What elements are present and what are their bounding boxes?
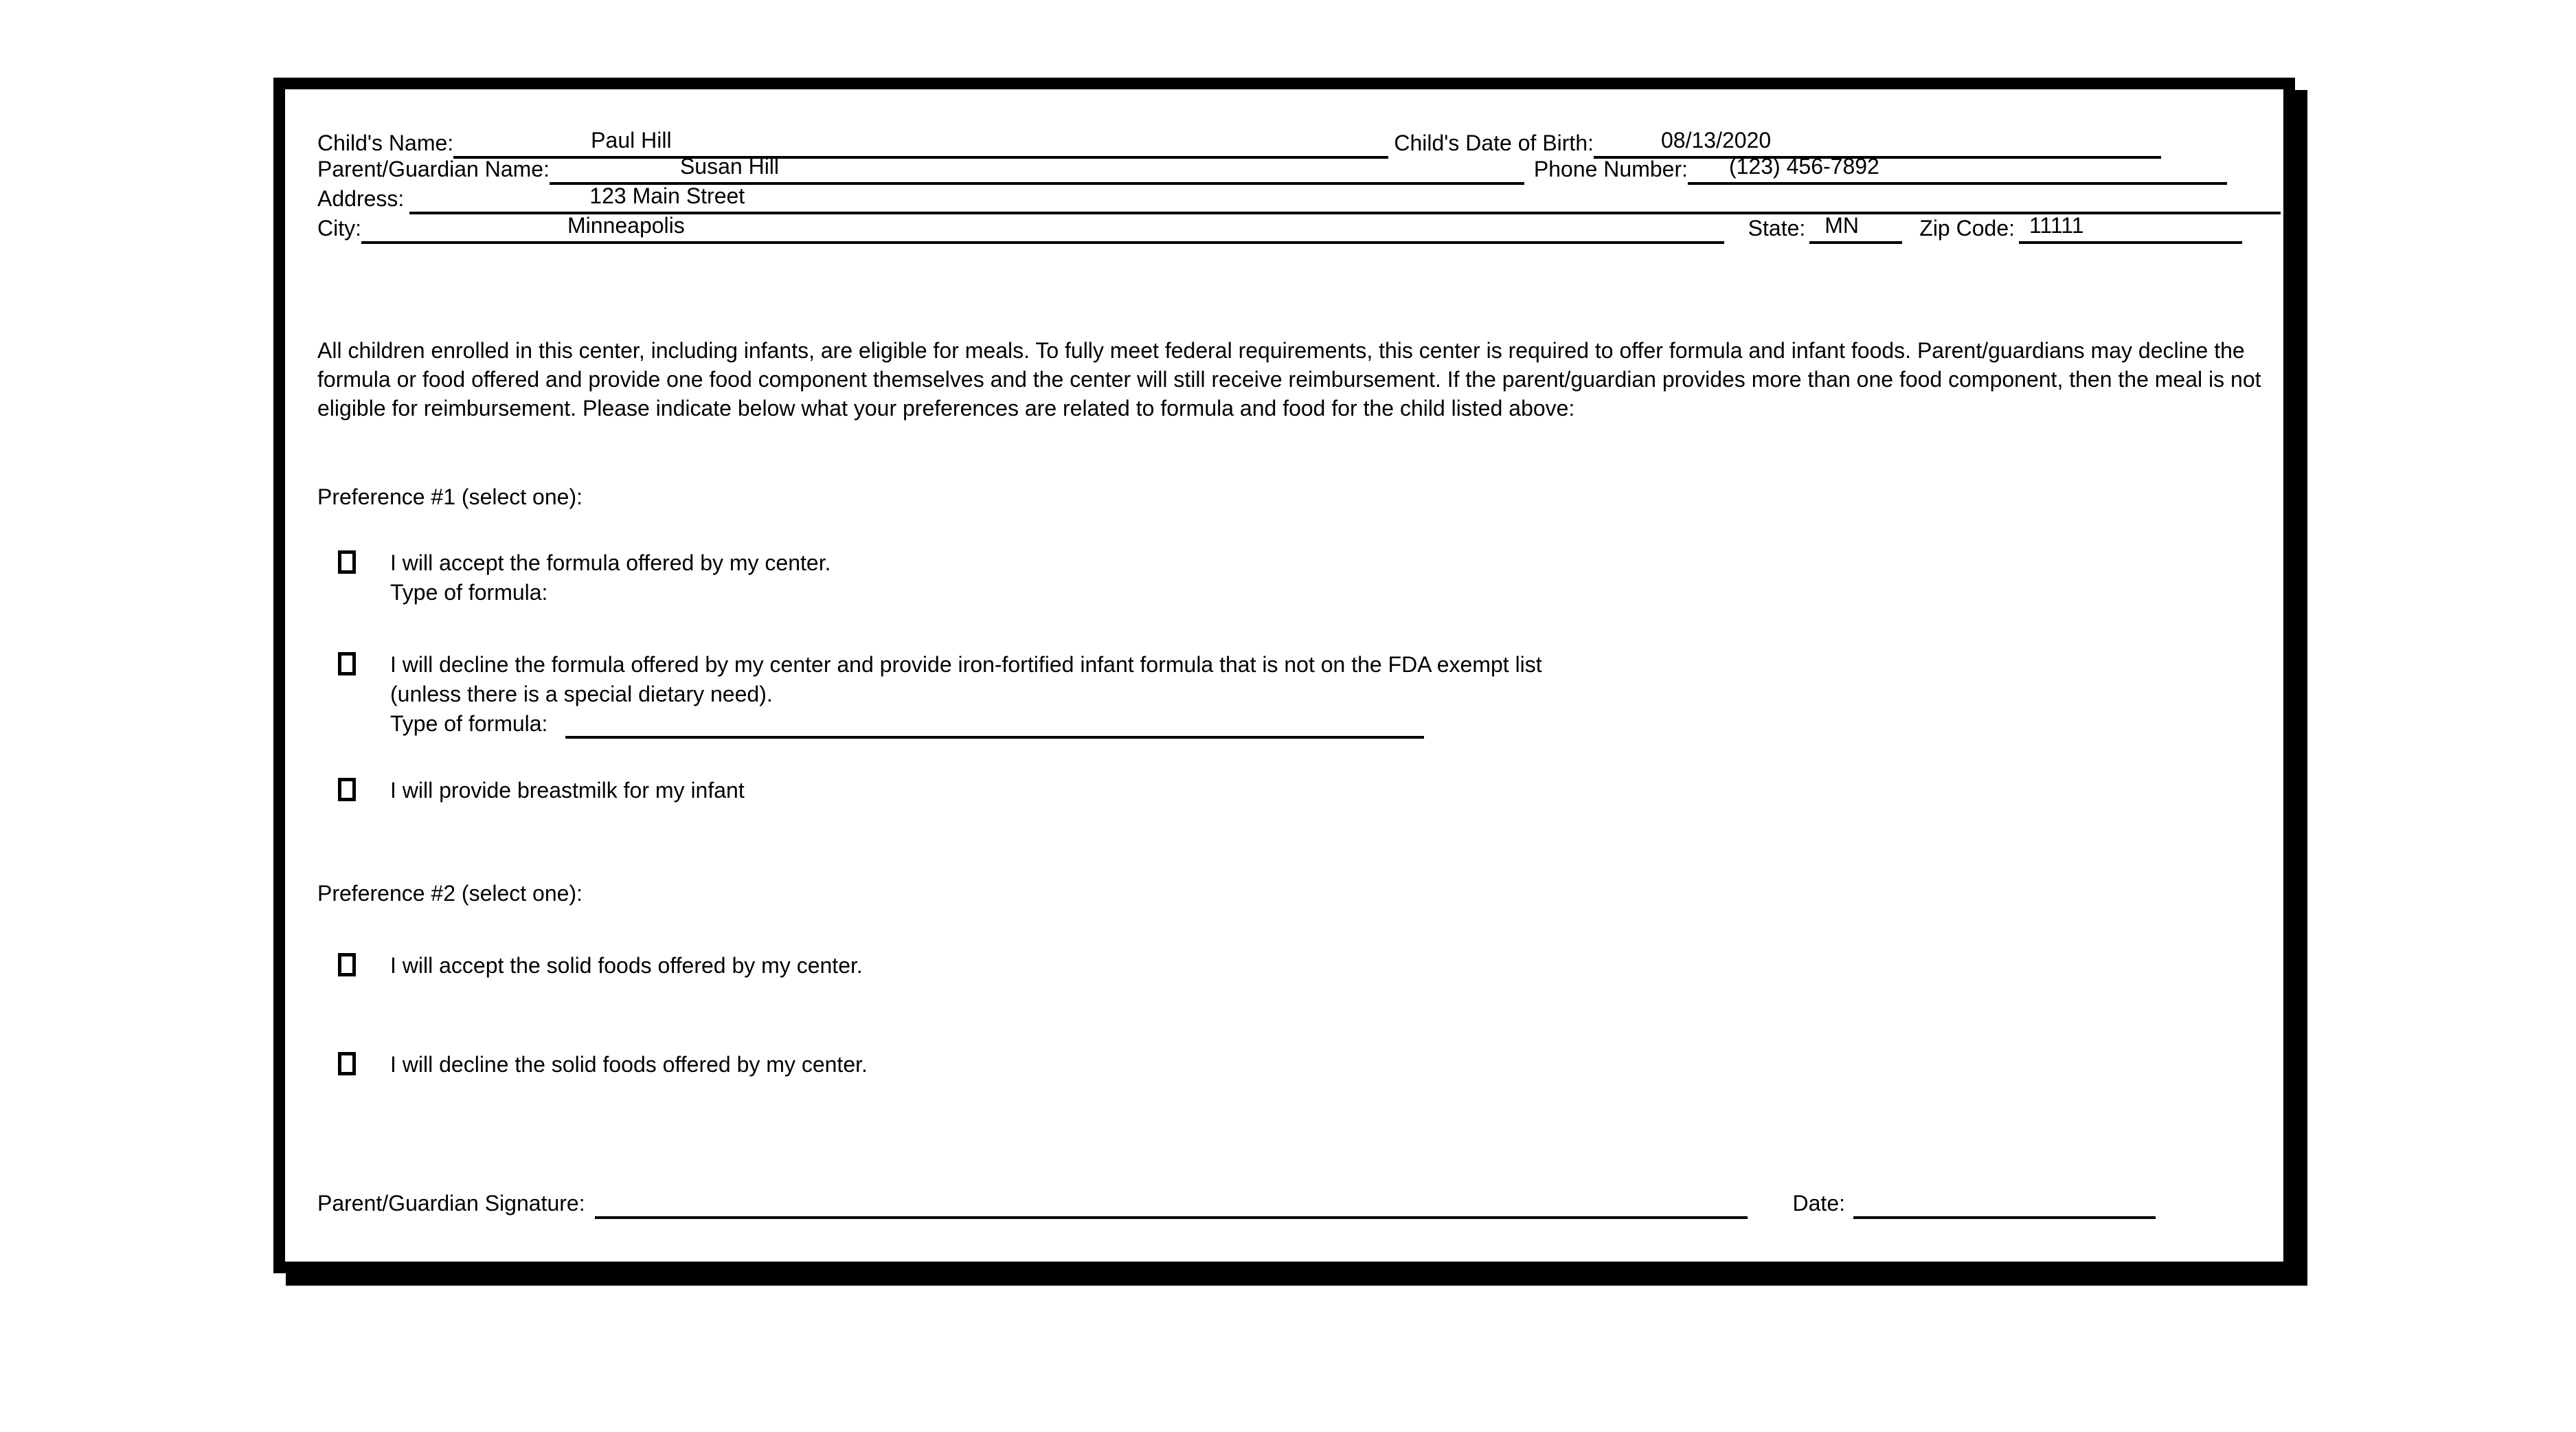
row-address (317, 183, 2281, 214)
pref1-option3-line1: I will provide breastmilk for my infant (390, 778, 745, 803)
child-dob-value: 08/13/2020 (1661, 128, 1772, 153)
pref1-option3-checkbox[interactable] (338, 778, 356, 801)
parent-name-label: Parent/Guardian Name: (317, 157, 550, 181)
row-city-state-zip (317, 215, 2242, 244)
child-dob-label: Child's Date of Birth: (1394, 131, 1594, 155)
row-signature-date (317, 1190, 2156, 1219)
pref2-option2-line1: I will decline the solid foods offered by my center. (390, 1052, 868, 1077)
state-value: MN (1824, 213, 1860, 238)
pref1-option1-checkbox[interactable] (338, 550, 356, 574)
pref1-option3 (338, 776, 2215, 805)
pref1-option1-type-label: Type of formula: (390, 580, 548, 605)
address-label: Address: (317, 186, 405, 211)
phone-field[interactable] (1688, 152, 2227, 185)
signature-field[interactable] (595, 1215, 1748, 1219)
date-field[interactable] (1853, 1215, 2156, 1219)
pref1-option2-type-label: Type of formula: (390, 711, 548, 736)
state-label: State: (1748, 216, 1806, 240)
pref1-option2-line1: I will decline the formula offered by my center and provide iron-fortified infant formula that is not on the FDA exempt list (390, 652, 1542, 677)
zip-label: Zip Code: (1919, 216, 2015, 240)
preference1-heading: Preference #1 (select one): (317, 484, 583, 509)
pref2-option1-line1: I will accept the solid foods offered by my center. (390, 953, 863, 978)
state-field[interactable] (1809, 211, 1902, 244)
preference2-heading: Preference #2 (select one): (317, 881, 583, 906)
pref1-option2-type-field[interactable] (565, 735, 1424, 739)
city-value: Minneapolis (567, 213, 685, 238)
form-page (273, 78, 2295, 1273)
date-label: Date: (1792, 1191, 1845, 1216)
address-field[interactable] (409, 181, 2281, 214)
pref2-option2-checkbox[interactable] (338, 1052, 356, 1075)
city-label: City: (317, 216, 361, 240)
pref1-option2 (338, 650, 2215, 739)
zip-value: 11111 (2029, 213, 2084, 238)
zip-field[interactable] (2019, 211, 2242, 244)
row-parent-phone (317, 156, 2227, 185)
pref1-option1 (338, 548, 2215, 607)
city-field[interactable] (361, 211, 1724, 244)
pref2-option1-checkbox[interactable] (338, 953, 356, 976)
child-name-label: Child's Name: (317, 131, 454, 155)
pref1-option2-line2: (unless there is a special dietary need). (390, 682, 773, 706)
parent-name-value: Susan Hill (679, 154, 780, 179)
pref1-option1-line1: I will accept the formula offered by my center. (390, 550, 831, 575)
phone-value: (123) 456-7892 (1729, 154, 1879, 179)
pref1-option2-checkbox[interactable] (338, 652, 356, 675)
pref2-option1 (338, 951, 2215, 981)
child-name-value: Paul Hill (591, 128, 672, 153)
signature-label: Parent/Guardian Signature: (317, 1191, 585, 1216)
pref2-option2 (338, 1050, 2215, 1079)
phone-label: Phone Number: (1533, 157, 1688, 181)
intro-paragraph: All children enrolled in this center, including infants, are eligible for meals. To fully meet federal requirements, this center is required to offer formula and infant foods. Parent/guardians may decline the formula or food offered and provide one food component themselves and the center will still receive reimbursement. If the parent/guardian provides more than one food component, then the meal is not eligible for reimbursement. Please indicate below what your preferences are related to formula and food for the child listed above: (317, 338, 2261, 421)
form-content (285, 89, 2283, 1262)
parent-name-field[interactable] (550, 152, 1524, 185)
address-value: 123 Main Street (589, 183, 745, 208)
